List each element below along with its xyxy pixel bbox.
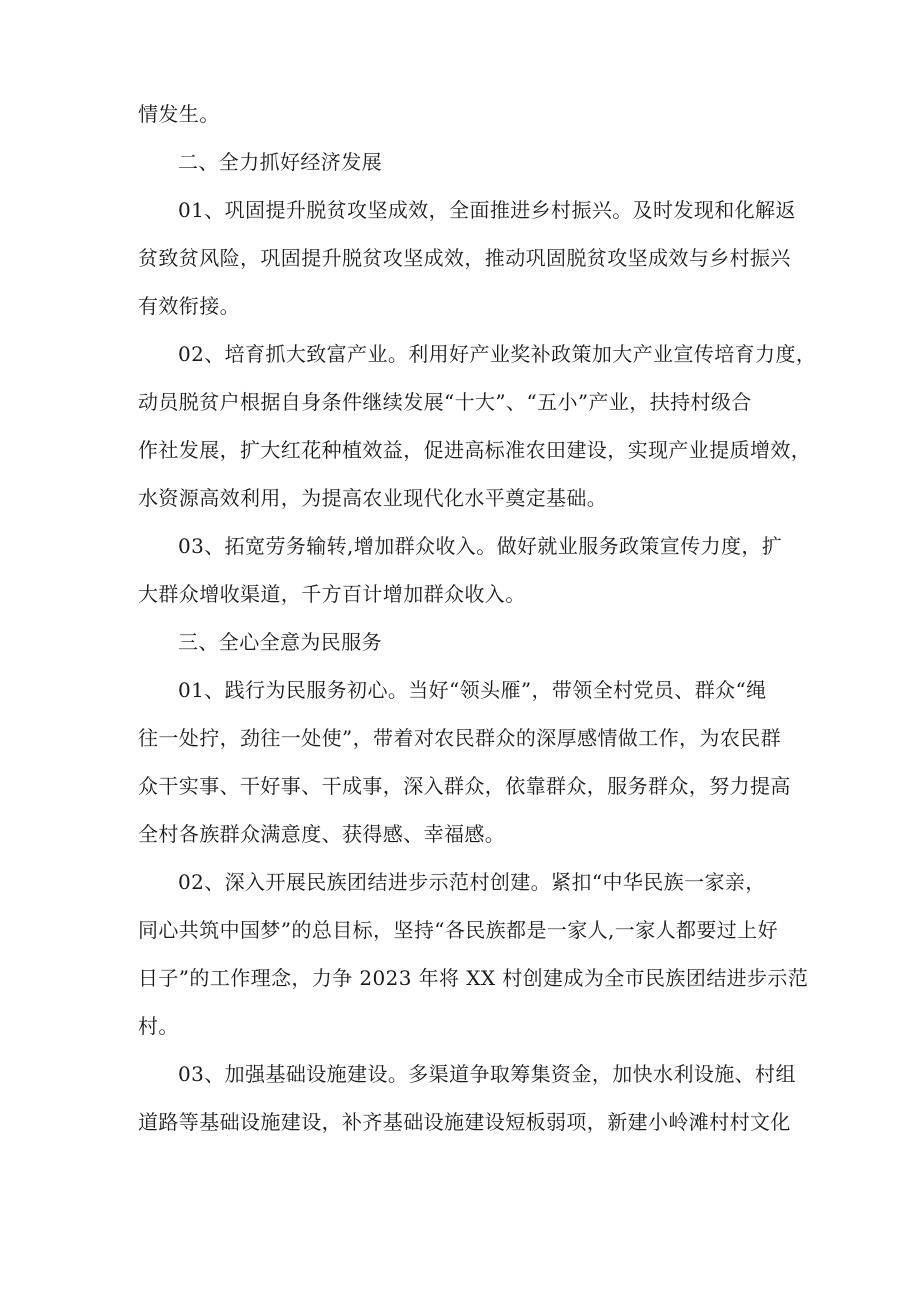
text-line: 01、巩固提升脱贫攻坚成效，全面推进乡村振兴。及时发现和化解返 [178,198,796,222]
text-line: 作社发展，扩大红花种植效益，促进高标准农田建设，实现产业提质增效， [138,438,812,462]
text-line: 道路等基础设施建设，补齐基础设施建设短板弱项，新建小岭滩村村文化 [138,1110,791,1134]
text-line: 日子”的工作理念，力争 2023 年将 XX 村创建成为全市民族团结进步示范 [138,966,809,990]
text-line: 众干实事、干好事、干成事，深入群众，依靠群众，服务群众，努力提高 [138,774,791,798]
text-line: 水资源高效利用，为提高农业现代化水平奠定基础。 [138,486,608,510]
text-line: 村。 [138,1014,179,1038]
text-line: 大群众增收渠道，千方百计增加群众收入。 [138,582,526,606]
text-line: 03、拓宽劳务输转,增加群众收入。做好就业服务政策宣传力度，扩 [178,534,783,558]
text-line: 同心共筑中国梦”的总目标，坚持“各民族都是一家人,一家人都要过上好 [138,918,779,942]
text-line: 动员脱贫户根据自身条件继续发展“十大”、“五小”产业，扶持村级合 [138,390,752,414]
section-heading: 二、全力抓好经济发展 [178,150,382,174]
text-line: 02、培育抓大致富产业。利用好产业奖补政策加大产业宣传培育力度， [178,342,817,366]
text-line: 02、深入开展民族团结进步示范村创建。紧扣“中华民族一家亲， [178,870,766,894]
text-line: 有效衔接。 [138,294,240,318]
text-line: 全村各族群众满意度、获得感、幸福感。 [138,822,506,846]
text-line: 往一处拧，劲往一处使”，带着对农民群众的深厚感情做工作，为农民群 [138,726,782,750]
text-line: 情发生。 [138,102,220,126]
section-heading: 三、全心全意为民服务 [178,630,382,654]
text-line: 03、加强基础设施建设。多渠道争取筹集资金，加快水利设施、村组 [178,1062,796,1086]
text-line: 01、践行为民服务初心。当好“领头雁”，带领全村党员、群众“绳 [178,678,767,702]
text-line: 贫致贫风险，巩固提升脱贫攻坚成效，推动巩固脱贫攻坚成效与乡村振兴 [138,246,791,270]
